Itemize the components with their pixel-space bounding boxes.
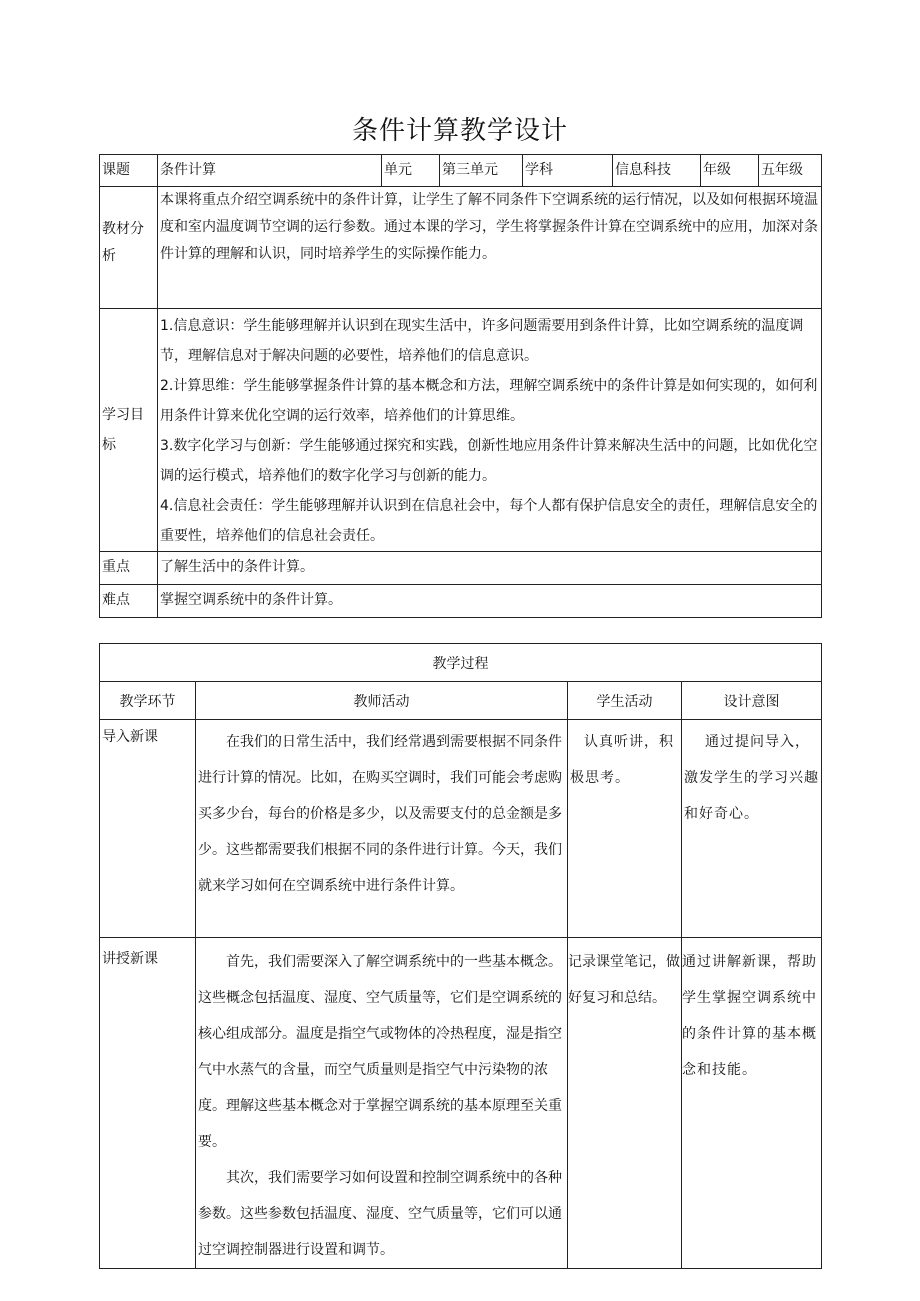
teacher-paragraph: 首先，我们需要深入了解空调系统中的一些基本概念。这些概念包括温度、湿度、空气质量等，它们是空调系统的核心组成部分。温度是指空气或物体的冷热程度，湿是指空气中水蒸气的含量，而空气质量则是指空气中污染物的浓度。理解这些基本概念对于掌握空调系统的基本原理至关重要。 xyxy=(198,954,562,1150)
subject-label: 学科 xyxy=(523,155,613,187)
unit-value: 第三单元 xyxy=(440,155,523,187)
col-header-stage: 教学环节 xyxy=(100,682,196,720)
process-heading: 教学过程 xyxy=(100,644,822,682)
stage-cell: 导入新课 xyxy=(100,720,196,938)
objective-item: 4.信息社会责任：学生能够理解并认识到在信息社会中，每个人都有保护信息安全的责任，理解信息安全的重要性，培养他们的信息社会责任。 xyxy=(160,498,818,544)
topic-value: 条件计算 xyxy=(158,155,382,187)
objective-item: 2.计算思维：学生能够掌握条件计算的基本概念和方法，理解空调系统中的条件计算是如何实现的，如何利用条件计算来优化空调的运行效率，培养他们的计算思维。 xyxy=(160,378,818,424)
design-intent: 通过讲解新课，帮助学生掌握空调系统中的条件计算的基本概念和技能。 xyxy=(682,938,822,1269)
teacher-activity xyxy=(196,938,568,1269)
difficulty-label: 难点 xyxy=(100,585,158,618)
key-point-label: 重点 xyxy=(100,552,158,585)
topic-label: 课题 xyxy=(100,155,158,187)
grade-value: 五年级 xyxy=(759,155,822,187)
col-header-teacher: 教师活动 xyxy=(196,682,568,720)
analysis-text: 本课将重点介绍空调系统中的条件计算，让学生了解不同条件下空调系统的运行情况，以及如何根据环境温度和室内温度调节空调的运行参数。通过本课的学习，学生将掌握条件计算在空调系统中的应用，加深对条件计算的理解和认识，同时培养学生的实际操作能力。 xyxy=(158,187,822,309)
teacher-paragraph: 其次，我们需要学习如何设置和控制空调系统中的各种参数。这些参数包括温度、湿度、空气质量等，它们可以通过空调控制器进行设置和调节。 xyxy=(198,1170,562,1258)
teacher-activity: 在我们的日常生活中，我们经常遇到需要根据不同条件进行计算的情况。比如，在购买空调时，我们可能会考虑购买多少台，每台的价格是多少，以及需要支付的总金额是多少。这些都需要我们根据不同的条件进行计算。今天，我们就来学习如何在空调系统中进行条件计算。 xyxy=(196,720,568,938)
objective-item: 1.信息意识：学生能够理解并认识到在现实生活中，许多问题需要用到条件计算，比如空调系统的温度调节，理解信息对于解决问题的必要性，培养他们的信息意识。 xyxy=(160,318,804,364)
col-header-student: 学生活动 xyxy=(568,682,682,720)
subject-value: 信息科技 xyxy=(613,155,701,187)
info-table xyxy=(99,154,822,618)
student-activity: 记录课堂笔记，做好复习和总结。 xyxy=(568,938,682,1269)
objective-item: 3.数字化学习与创新：学生能够通过探究和实践，创新性地应用条件计算来解决生活中的问题，比如优化空调的运行模式，培养他们的数字化学习与创新的能力。 xyxy=(160,438,818,484)
unit-label: 单元 xyxy=(382,155,440,187)
objectives-label: 学习目标 xyxy=(100,309,158,552)
difficulty-text: 掌握空调系统中的条件计算。 xyxy=(158,585,822,618)
key-point-text: 了解生活中的条件计算。 xyxy=(158,552,822,585)
analysis-label: 教材分析 xyxy=(100,187,158,309)
process-table xyxy=(99,643,822,1269)
student-activity: 认真听讲，积极思考。 xyxy=(568,720,682,938)
design-intent: 通过提问导入，激发学生的学习兴趣和好奇心。 xyxy=(682,720,822,938)
grade-label: 年级 xyxy=(701,155,759,187)
stage-cell: 讲授新课 xyxy=(100,938,196,1269)
document-title: 条件计算教学设计 xyxy=(351,116,568,146)
col-header-intent: 设计意图 xyxy=(682,682,822,720)
objectives-list xyxy=(158,309,822,552)
